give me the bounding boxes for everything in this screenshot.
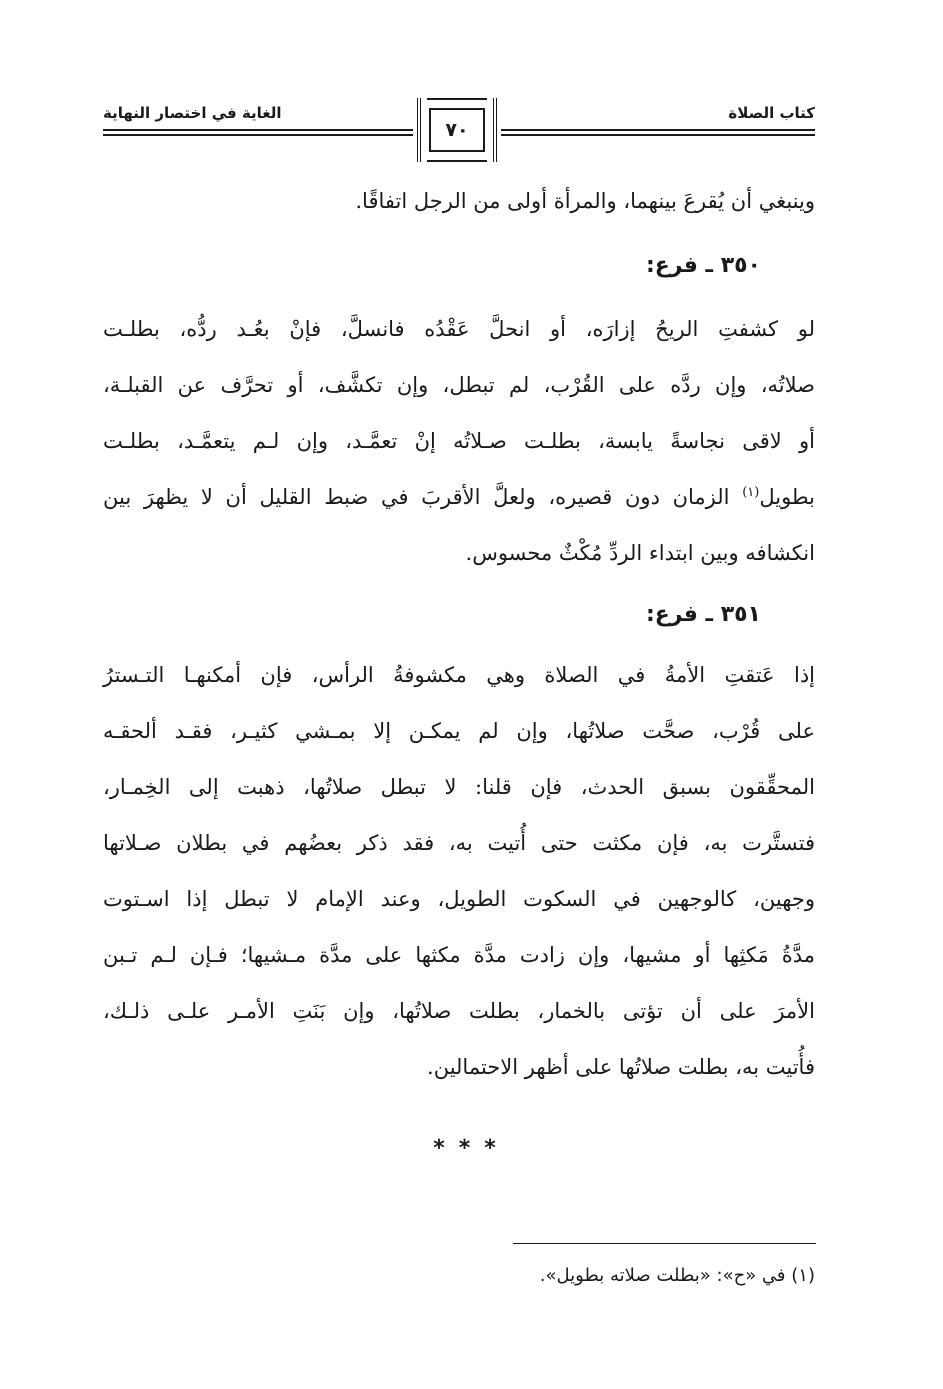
section-heading-350: ٣٥٠ ـ فرع:: [645, 253, 761, 278]
section-heading-351: ٣٥١ ـ فرع:: [645, 602, 761, 627]
page-number: ٧٠: [445, 119, 469, 141]
paragraph-line: وجهين، كالوجهين في السكوت الطويل، وعند الإمام لا تبطل إذا اسـتوت: [103, 887, 815, 911]
paragraph-line: أو لاقى نجاسةً يابسة، بطلـت صـلاتُه إنْ تعمَّـد، وإن لـم يتعمَّـد، بطلـت: [103, 429, 815, 453]
book-title: الغاية في اختصار النهاية: [103, 104, 282, 122]
paragraph-line: فأُتيت به، بطلت صلاتُها على أظهر الاحتمالين.: [427, 1055, 815, 1079]
paragraph-line: المحقِّقون بسبق الحدث، فإن قلنا: لا تبطل صلاتُها، ذهبت إلى الخِمـار،: [103, 775, 815, 799]
header-rule: [103, 129, 413, 131]
header-rule: [103, 134, 413, 136]
header-rule: [501, 129, 815, 131]
header-rule: [501, 134, 815, 136]
footnote-reference: (١): [742, 485, 760, 500]
intro-line: وينبغي أن يُقرعَ بينهما، والمرأة أولى من الرجل اتفاقًا.: [355, 189, 815, 213]
paragraph-line: مدَّةُ مَكثِها أو مشيها، وإن زادت مدَّة مكثها على مدَّة مـشيها؛ فـإن لـم تـبن: [103, 943, 815, 967]
paragraph-line: الأمرَ على أن تؤتى بالخمار، بطلت صلاتُها، وإن بَنَتِ الأمـر علـى ذلـك،: [103, 999, 815, 1023]
paragraph-line: إذا عَتقتِ الأمةُ في الصلاة وهي مكشوفةُ الرأس، فإن أمكنهـا التـسترُ: [103, 663, 815, 687]
paragraph-line: انكشافه وبين ابتداء الردِّ مُكْثٌ محسوس.: [465, 541, 815, 565]
paragraph-line-rest: الزمان دون قصيره، ولعلَّ الأقربَ في ضبط القليل أن لا يظهرَ بين: [103, 485, 743, 509]
section-separator: ***: [433, 1136, 510, 1161]
page-number-box: [429, 108, 485, 152]
paragraph-line: صلاتُه، وإن ردَّه على القُرْب، لم تبطل، وإن تكشَّف، أو تحرَّف عن القبلـة،: [103, 373, 815, 397]
page-number-frame: [417, 98, 497, 162]
paragraph-line: فتستَّرت به، فإن مكثت حتى أُتيت به، فقد ذكر بعضُهم في بطلان صـلاتها: [103, 831, 815, 855]
paragraph-line: على قُرْب، صحَّت صلاتُها، وإن لم يمكـن إلا بمـشي كثيـر، فقـد ألحقـه: [103, 719, 815, 743]
page-header: [103, 96, 815, 166]
footnote: (١) في «ح»: «بطلت صلاته بطويل».: [539, 1265, 815, 1286]
paragraph-line: لو كشفتِ الريحُ إزارَه، أو انحلَّ عَقْدُه فانسلَّ، فإنْ بعُـد ردُّه، بطلـت: [103, 317, 815, 341]
paragraph-line: [103, 480, 815, 514]
paragraph-line-start: بطويل: [759, 485, 815, 509]
footnote-divider: [513, 1243, 816, 1244]
chapter-title: كتاب الصلاة: [728, 104, 815, 122]
